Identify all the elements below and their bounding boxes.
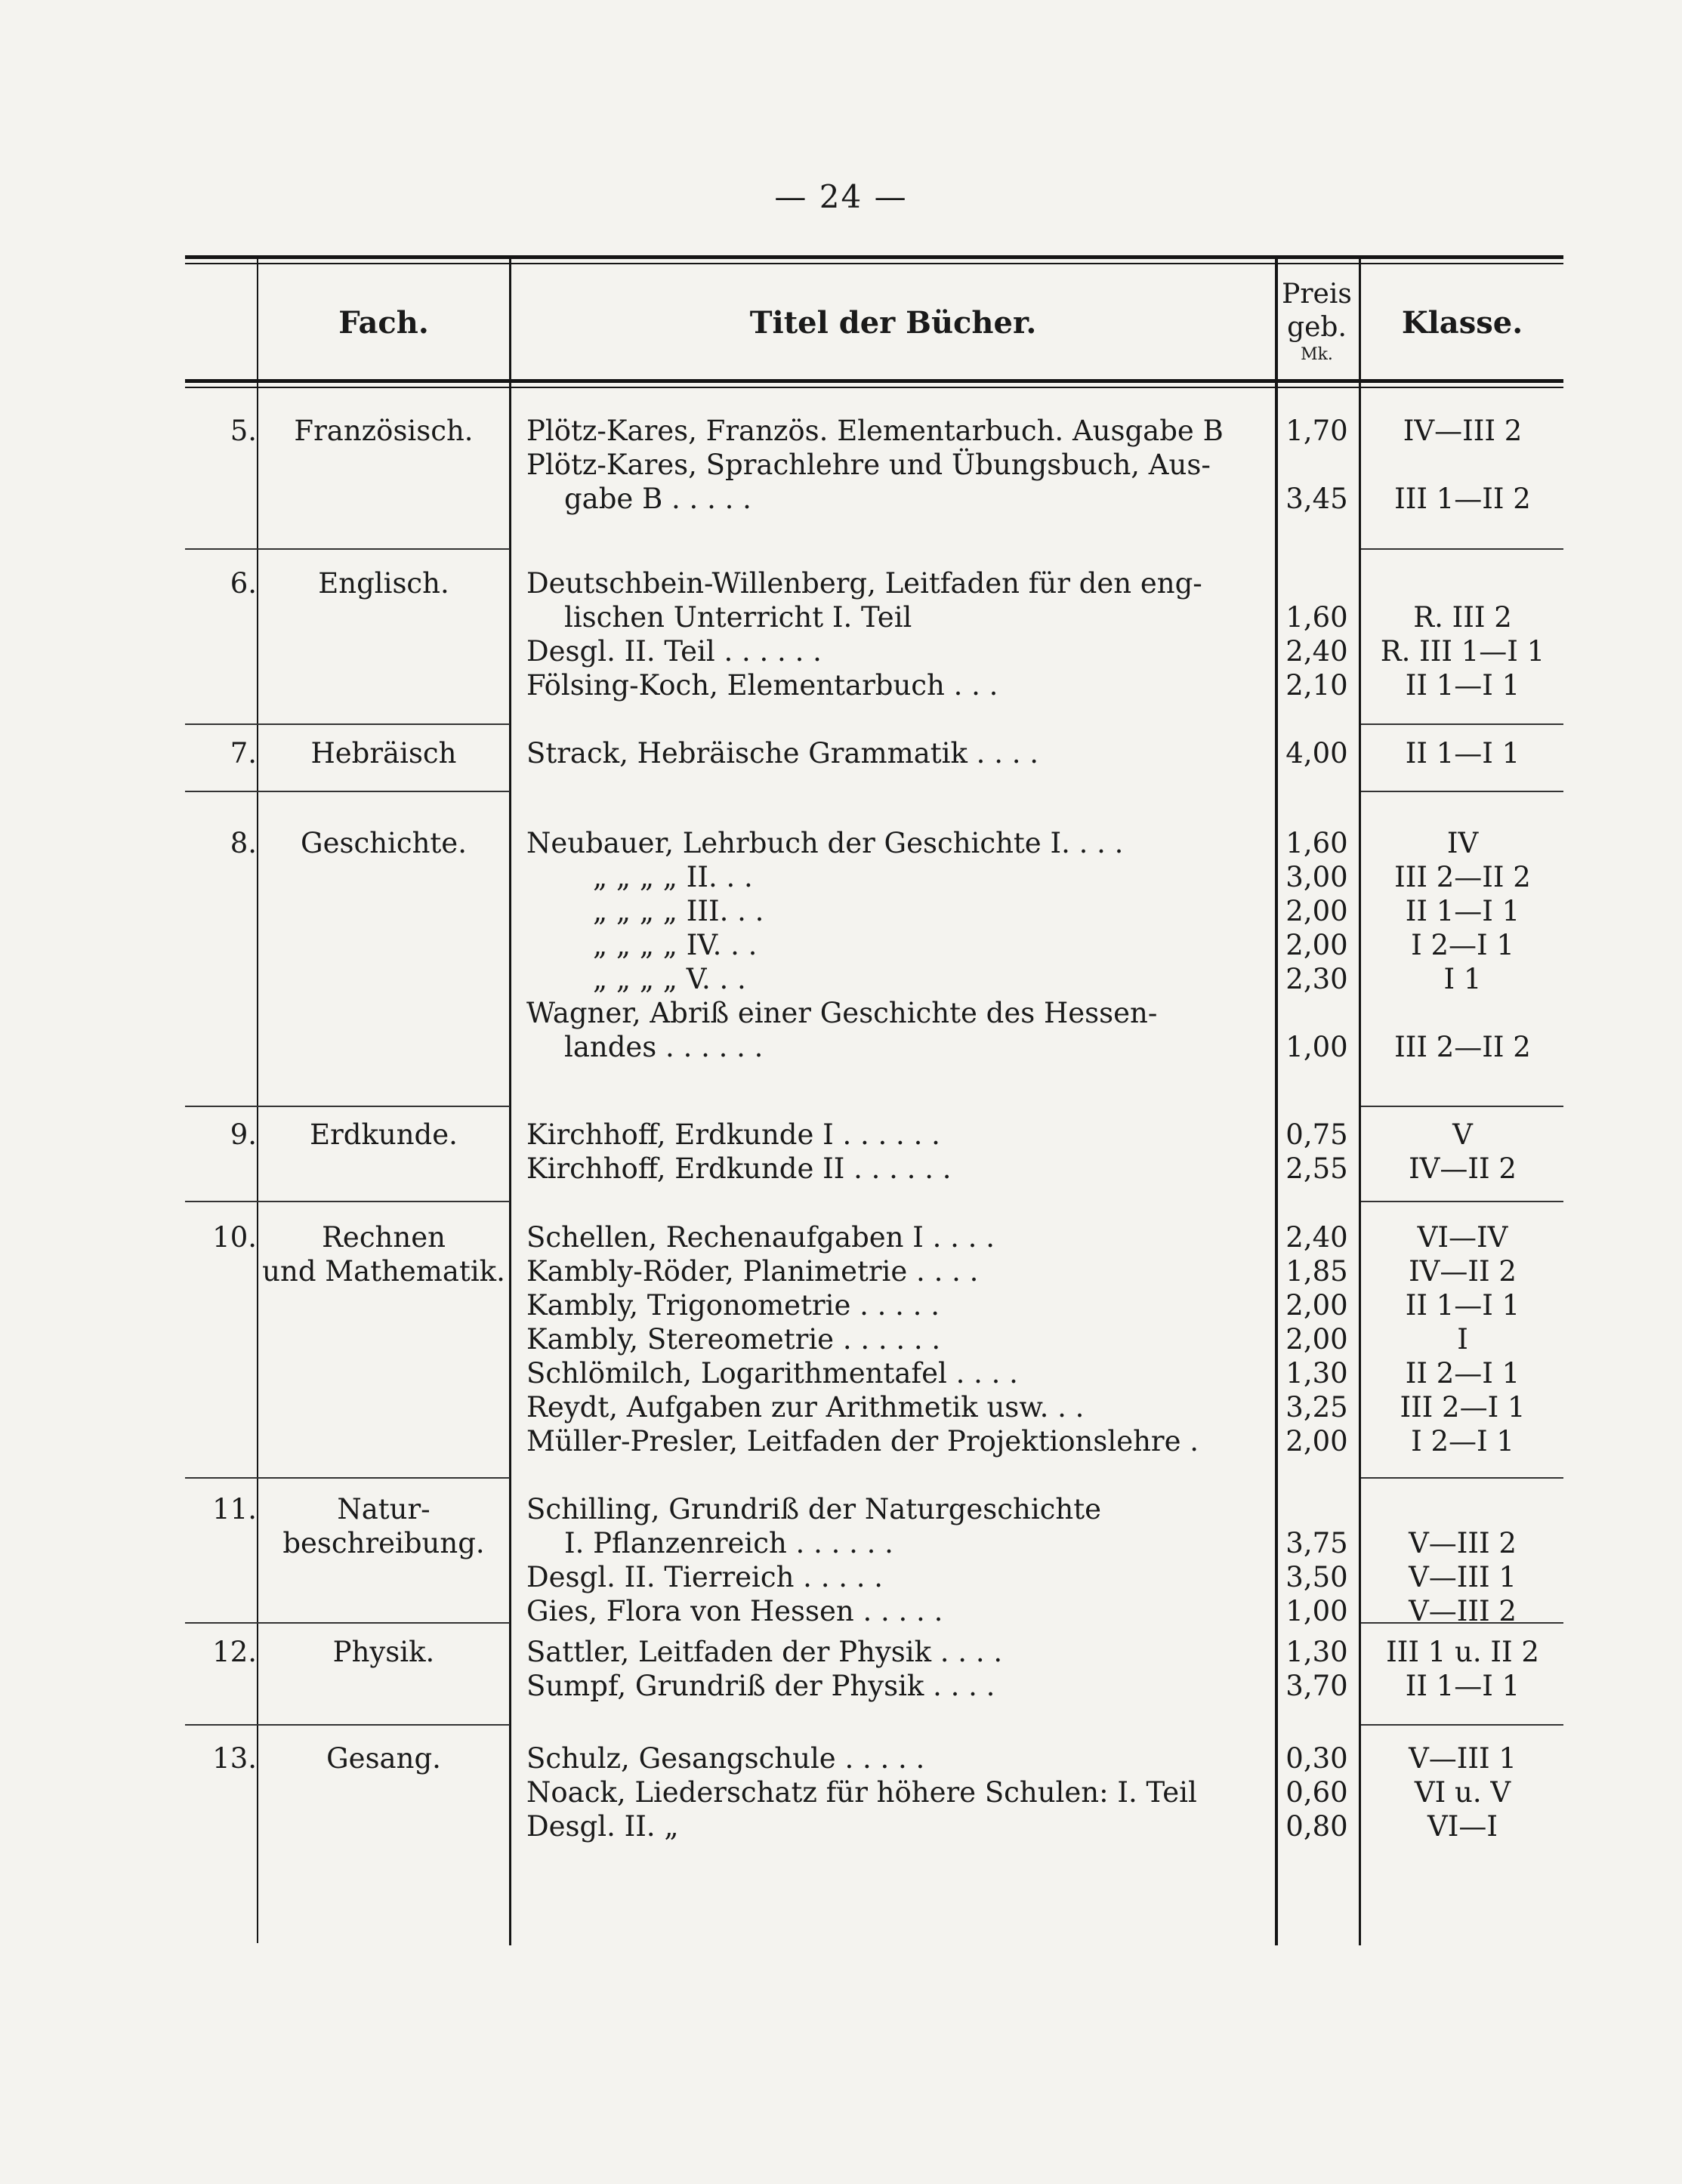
book-title-cont: gabe B . . . . . — [564, 483, 751, 515]
book-title: Schilling, Grundriß der Naturgeschichte — [526, 1493, 1101, 1525]
book-title: Kirchhoff, Erdkunde II . . . . . . — [526, 1152, 952, 1185]
header-rule-inner — [185, 387, 1563, 388]
book-price: 3,25 — [1285, 1391, 1348, 1424]
book-klasse: III 1—II 2 — [1394, 483, 1531, 515]
book-klasse: III 2—I 1 — [1400, 1391, 1526, 1424]
fach-name: Geschichte. — [301, 827, 467, 859]
book-title: Plötz-Kares, Sprachlehre und Übungsbuch, Aus- — [526, 449, 1211, 481]
book-klasse: V—III 1 — [1409, 1742, 1517, 1775]
section-number: 9. — [230, 1118, 257, 1151]
book-title: Desgl. II. Teil . . . . . . — [526, 635, 822, 668]
book-title: Kirchhoff, Erdkunde I . . . . . . — [526, 1118, 940, 1151]
section-number: 11. — [212, 1493, 257, 1525]
book-klasse: IV — [1446, 827, 1479, 859]
book-price: 1,00 — [1285, 1595, 1348, 1627]
book-price: 1,00 — [1285, 1031, 1348, 1063]
book-price: 4,00 — [1285, 737, 1348, 770]
section-number: 8. — [230, 827, 257, 859]
table-row — [185, 1635, 1563, 1669]
book-title: Schulz, Gesangschule . . . . . — [526, 1742, 925, 1775]
table-row — [185, 1220, 1563, 1254]
book-price: 3,75 — [1285, 1527, 1348, 1559]
fach-name: Gesang. — [326, 1742, 441, 1775]
table-row — [185, 634, 1563, 668]
fach-name: Französisch. — [294, 415, 474, 447]
book-klasse: VI—IV — [1417, 1221, 1508, 1254]
table-row — [185, 414, 1563, 448]
book-price: 2,10 — [1285, 669, 1348, 702]
table-row — [185, 1560, 1563, 1594]
header-titel: Titel der Bücher. — [749, 305, 1037, 341]
table-row — [185, 996, 1563, 1030]
table-row — [185, 482, 1563, 516]
table-row — [185, 1809, 1563, 1843]
separator — [1361, 791, 1563, 792]
header-klasse: Klasse. — [1401, 305, 1523, 341]
fach-name: Erdkunde. — [310, 1118, 458, 1151]
table-row — [185, 1152, 1563, 1186]
table-row — [185, 1254, 1563, 1288]
book-price: 0,80 — [1285, 1810, 1348, 1843]
book-price: 2,00 — [1285, 1289, 1348, 1322]
book-price: 3,00 — [1285, 861, 1348, 893]
book-price: 2,55 — [1285, 1152, 1348, 1185]
book-klasse: V—III 2 — [1409, 1527, 1517, 1559]
book-klasse: II 1—I 1 — [1405, 737, 1520, 770]
separator — [185, 1106, 510, 1107]
book-klasse: II 1—I 1 — [1405, 669, 1520, 702]
book-klasse: IV—III 2 — [1403, 415, 1523, 447]
book-klasse: I — [1457, 1323, 1468, 1356]
book-title: Kambly-Röder, Planimetrie . . . . — [526, 1255, 979, 1288]
book-title: Desgl. II. Tierreich . . . . . — [526, 1561, 884, 1593]
separator — [185, 723, 510, 725]
book-title: Müller-Presler, Leitfaden der Projektionslehre . — [526, 1425, 1199, 1458]
book-klasse: VI—I — [1427, 1810, 1498, 1843]
table-row — [185, 668, 1563, 702]
book-title: Fölsing-Koch, Elementarbuch . . . — [526, 669, 998, 702]
book-title: Sumpf, Grundriß der Physik . . . . — [526, 1670, 995, 1702]
book-title: Plötz-Kares, Französ. Elementarbuch. Ausgabe B — [526, 415, 1224, 447]
book-klasse: I 2—I 1 — [1411, 1425, 1514, 1458]
book-price: 1,30 — [1285, 1636, 1348, 1668]
book-title: Sattler, Leitfaden der Physik . . . . — [526, 1636, 1003, 1668]
book-klasse: III 2—II 2 — [1394, 861, 1531, 893]
book-klasse: III 1 u. II 2 — [1386, 1636, 1539, 1668]
table-row — [185, 1594, 1563, 1628]
book-title: „ „ „ „ IV. . . — [593, 929, 758, 961]
section-number: 6. — [230, 567, 257, 600]
book-price: 0,60 — [1285, 1776, 1348, 1809]
separator — [1361, 1201, 1563, 1202]
book-title: Kambly, Stereometrie . . . . . . — [526, 1323, 941, 1356]
book-price: 3,45 — [1285, 483, 1348, 515]
fach-name: Hebräisch — [310, 737, 457, 770]
table-row — [185, 894, 1563, 928]
book-title: „ „ „ „ V. . . — [593, 963, 746, 995]
table-row — [185, 1322, 1563, 1356]
table-row — [185, 1492, 1563, 1526]
header-preis-top: Preis — [1282, 279, 1352, 310]
header-fach: Fach. — [338, 305, 429, 341]
table-row — [185, 1288, 1563, 1322]
book-title-cont: I. Pflanzenreich . . . . . . — [564, 1527, 893, 1559]
fach-name-cont: beschreibung. — [282, 1527, 485, 1559]
table-row — [185, 1390, 1563, 1424]
top-rule-inner — [185, 263, 1563, 264]
book-price: 2,00 — [1285, 1323, 1348, 1356]
book-klasse: V—III 2 — [1409, 1595, 1517, 1627]
book-price: 3,50 — [1285, 1561, 1348, 1593]
book-klasse: II 1—I 1 — [1405, 1670, 1520, 1702]
fach-name: Englisch. — [318, 567, 449, 600]
book-price: 1,60 — [1285, 827, 1348, 859]
fach-name: Physik. — [332, 1636, 435, 1668]
book-price: 2,00 — [1285, 1425, 1348, 1458]
separator — [1361, 723, 1563, 725]
header-preis-mid: geb. — [1287, 312, 1347, 343]
top-rule — [185, 255, 1563, 259]
table-row — [185, 1526, 1563, 1560]
header-preis — [1276, 269, 1358, 375]
book-title: Kambly, Trigonometrie . . . . . — [526, 1289, 940, 1322]
table-row — [185, 1741, 1563, 1775]
book-price: 3,70 — [1285, 1670, 1348, 1702]
book-klasse: IV—II 2 — [1409, 1152, 1517, 1185]
fach-name: Rechnen — [322, 1221, 446, 1254]
book-title: „ „ „ „ III. . . — [593, 895, 764, 927]
book-klasse: II 2—I 1 — [1405, 1357, 1520, 1390]
fach-name-cont: und Mathematik. — [262, 1255, 505, 1288]
book-price: 2,40 — [1285, 1221, 1348, 1254]
book-klasse: IV—II 2 — [1409, 1255, 1517, 1288]
book-title: Reydt, Aufgaben zur Arithmetik usw. . . — [526, 1391, 1085, 1424]
fach-name: Natur- — [337, 1493, 431, 1525]
book-title: Desgl. II. „ — [526, 1810, 679, 1843]
book-title: Strack, Hebräische Grammatik . . . . — [526, 737, 1039, 770]
table-row — [185, 1356, 1563, 1390]
book-price: 2,40 — [1285, 635, 1348, 668]
book-title: Gies, Flora von Hessen . . . . . — [526, 1595, 943, 1627]
page-number: — 24 — — [774, 178, 908, 215]
separator — [185, 1724, 510, 1726]
book-price: 1,85 — [1285, 1255, 1348, 1288]
table-row — [185, 1669, 1563, 1703]
separator — [1361, 548, 1563, 550]
table-row — [185, 962, 1563, 996]
separator — [185, 791, 510, 792]
book-klasse: R. III 2 — [1413, 601, 1512, 634]
book-price: 1,70 — [1285, 415, 1348, 447]
book-klasse: I 2—I 1 — [1411, 929, 1514, 961]
table-row — [185, 1030, 1563, 1064]
section-number: 13. — [212, 1742, 257, 1775]
book-title: Neubauer, Lehrbuch der Geschichte I. . . . — [526, 827, 1124, 859]
table-row — [185, 826, 1563, 860]
book-title: Deutschbein-Willenberg, Leitfaden für den eng- — [526, 567, 1202, 600]
table-row — [185, 860, 1563, 894]
separator — [1361, 1106, 1563, 1107]
book-klasse: R. III 1—I 1 — [1380, 635, 1545, 668]
book-price: 1,60 — [1285, 601, 1348, 634]
table-row — [185, 1118, 1563, 1152]
book-price: 0,75 — [1285, 1118, 1348, 1151]
book-title: Schlömilch, Logarithmentafel . . . . — [526, 1357, 1018, 1390]
table-row — [185, 1424, 1563, 1458]
book-table — [185, 255, 1563, 1945]
book-price: 1,30 — [1285, 1357, 1348, 1390]
book-price: 0,30 — [1285, 1742, 1348, 1775]
table-row — [185, 600, 1563, 634]
book-title: Wagner, Abriß einer Geschichte des Hessen- — [526, 997, 1158, 1029]
section-number: 7. — [230, 737, 257, 770]
table-row — [185, 736, 1563, 770]
book-klasse: I 1 — [1443, 963, 1482, 995]
book-klasse: V — [1452, 1118, 1473, 1151]
book-title: Noack, Liederschatz für höhere Schulen: I. Teil — [526, 1776, 1197, 1809]
book-klasse: V—III 1 — [1409, 1561, 1517, 1593]
book-title: „ „ „ „ II. . . — [593, 861, 753, 893]
section-number: 12. — [212, 1636, 257, 1668]
book-klasse: II 1—I 1 — [1405, 895, 1520, 927]
book-title-cont: lischen Unterricht I. Teil — [564, 601, 912, 634]
section-number: 5. — [230, 415, 257, 447]
separator — [185, 548, 510, 550]
book-klasse: III 2—II 2 — [1394, 1031, 1531, 1063]
section-number: 10. — [212, 1221, 257, 1254]
book-title-cont: landes . . . . . . — [564, 1031, 764, 1063]
book-price: 2,30 — [1285, 963, 1348, 995]
header-preis-unit: Mk. — [1301, 345, 1333, 364]
book-price: 2,00 — [1285, 929, 1348, 961]
book-klasse: VI u. V — [1414, 1776, 1511, 1809]
table-row — [185, 566, 1563, 600]
separator — [1361, 1724, 1563, 1726]
separator — [185, 1201, 510, 1202]
table-row — [185, 448, 1563, 482]
book-title: Schellen, Rechenaufgaben I . . . . — [526, 1221, 995, 1254]
header-rule — [185, 379, 1563, 383]
separator — [185, 1477, 510, 1479]
book-price: 2,00 — [1285, 895, 1348, 927]
separator — [1361, 1477, 1563, 1479]
table-row — [185, 1775, 1563, 1809]
table-row — [185, 928, 1563, 962]
book-klasse: II 1—I 1 — [1405, 1289, 1520, 1322]
